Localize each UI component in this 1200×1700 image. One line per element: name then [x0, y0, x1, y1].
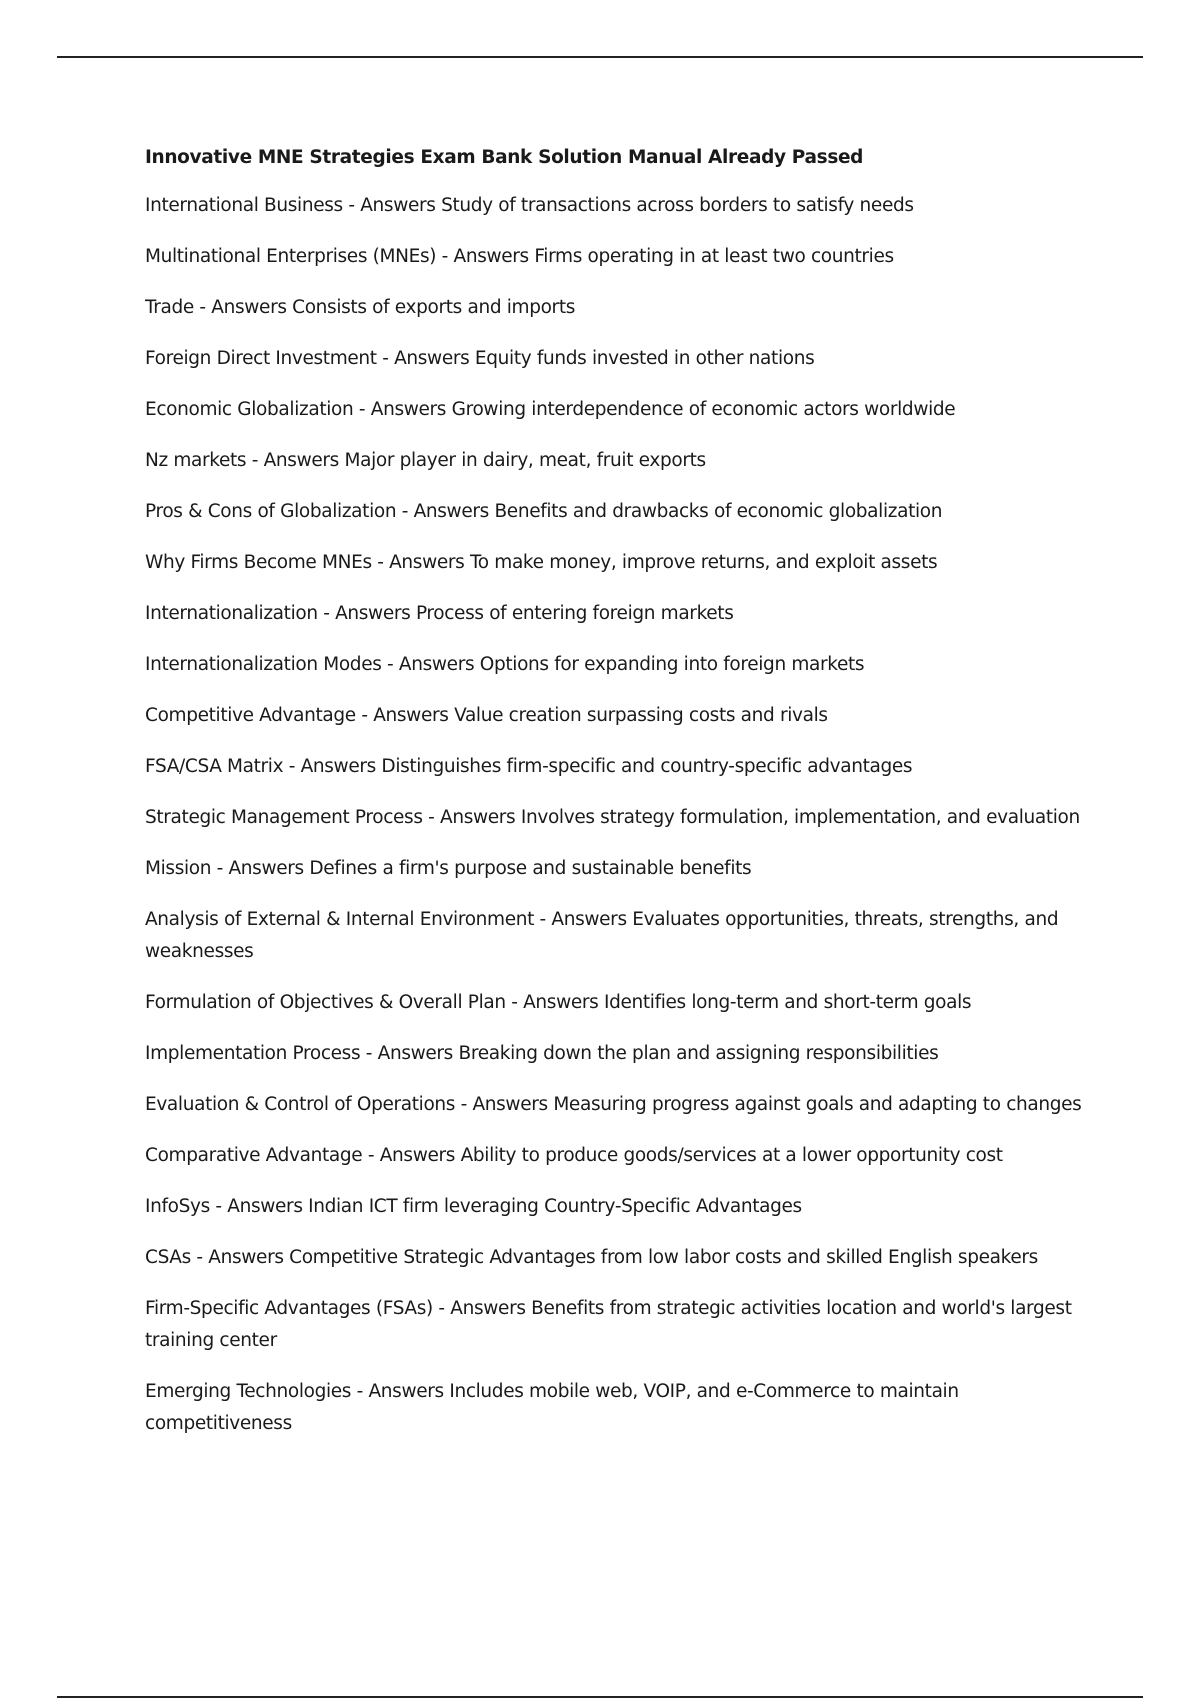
qa-entry: International Business - Answers Study of transactions across borders to satisfy needs — [145, 195, 914, 216]
qa-entry: Competitive Advantage - Answers Value creation surpassing costs and rivals — [145, 705, 828, 726]
qa-entry: Emerging Technologies - Answers Includes mobile web, VOIP, and e-Commerce to maintain competitiveness — [145, 1381, 959, 1434]
qa-entry: Internationalization Modes - Answers Options for expanding into foreign markets — [145, 654, 865, 675]
qa-entry: Firm-Specific Advantages (FSAs) - Answers Benefits from strategic activities location and world's largest training center — [145, 1298, 1072, 1351]
top-divider — [57, 56, 1143, 58]
qa-entry: Implementation Process - Answers Breaking down the plan and assigning responsibilities — [145, 1043, 939, 1064]
qa-entry: Nz markets - Answers Major player in dairy, meat, fruit exports — [145, 450, 706, 471]
qa-entry: Mission - Answers Defines a firm's purpose and sustainable benefits — [145, 858, 752, 879]
qa-entry: FSA/CSA Matrix - Answers Distinguishes firm-specific and country-specific advantages — [145, 756, 913, 777]
qa-list — [145, 190, 1105, 1440]
qa-entry: CSAs - Answers Competitive Strategic Advantages from low labor costs and skilled English speakers — [145, 1247, 1038, 1268]
qa-entry: Pros & Cons of Globalization - Answers Benefits and drawbacks of economic globalization — [145, 501, 943, 522]
document-body — [145, 142, 1105, 1459]
qa-entry: Strategic Management Process - Answers Involves strategy formulation, implementation, and evaluation — [145, 807, 1080, 828]
qa-entry: Analysis of External & Internal Environment - Answers Evaluates opportunities, threats, strengths, and weaknesses — [145, 909, 1059, 962]
qa-entry: Trade - Answers Consists of exports and imports — [145, 297, 576, 318]
document-title: Innovative MNE Strategies Exam Bank Solution Manual Already Passed — [145, 147, 864, 168]
qa-entry: Internationalization - Answers Process of entering foreign markets — [145, 603, 734, 624]
qa-entry: Comparative Advantage - Answers Ability to produce goods/services at a lower opportunity cost — [145, 1145, 1003, 1166]
qa-entry: Economic Globalization - Answers Growing interdependence of economic actors worldwide — [145, 399, 956, 420]
qa-entry: Formulation of Objectives & Overall Plan - Answers Identifies long-term and short-term goals — [145, 992, 972, 1013]
qa-entry: Foreign Direct Investment - Answers Equity funds invested in other nations — [145, 348, 815, 369]
qa-entry: Why Firms Become MNEs - Answers To make money, improve returns, and exploit assets — [145, 552, 938, 573]
bottom-divider — [57, 1696, 1143, 1698]
qa-entry: Evaluation & Control of Operations - Answers Measuring progress against goals and adapting to changes — [145, 1094, 1082, 1115]
qa-entry: InfoSys - Answers Indian ICT firm leveraging Country-Specific Advantages — [145, 1196, 802, 1217]
qa-entry: Multinational Enterprises (MNEs) - Answers Firms operating in at least two countries — [145, 246, 894, 267]
